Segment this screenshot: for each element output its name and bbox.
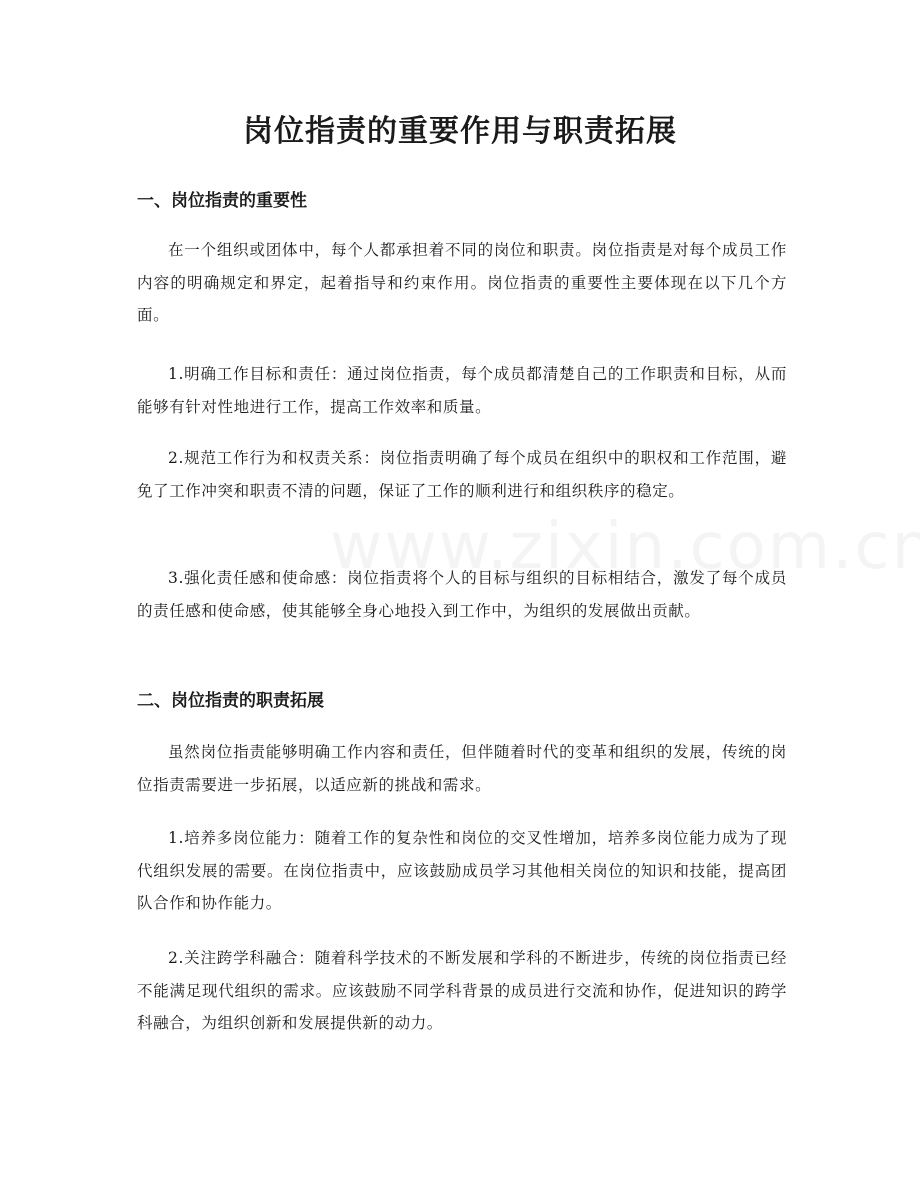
paragraph-importance-item-3: 3.强化责任感和使命感：岗位指责将个人的目标与组织的目标相结合，激发了每个成员的责任感和使命感，使其能够全身心地投入到工作中，为组织的发展做出贡献。: [137, 569, 787, 620]
paragraph-importance-item-1: 1.明确工作目标和责任：通过岗位指责，每个成员都清楚自己的工作职责和目标，从而能够有针对性地进行工作，提高工作效率和质量。: [137, 365, 787, 416]
section-heading-importance: 一、岗位指责的重要性: [137, 191, 307, 211]
paragraph-expansion-intro: 虽然岗位指责能够明确工作内容和责任，但伴随着时代的变革和组织的发展，传统的岗位指责需要进一步拓展，以适应新的挑战和需求。: [137, 743, 787, 794]
paragraph-expansion-item-1: 1.培养多岗位能力：随着工作的复杂性和岗位的交叉性增加，培养多岗位能力成为了现代组织发展的需要。在岗位指责中，应该鼓励成员学习其他相关岗位的知识和技能，提高团队合作和协作能力。: [137, 829, 787, 912]
paragraph-importance-item-2: 2.规范工作行为和权责关系：岗位指责明确了每个成员在组织中的职权和工作范围，避免了工作冲突和职责不清的问题，保证了工作的顺利进行和组织秩序的稳定。: [137, 449, 787, 500]
section-heading-expansion: 二、岗位指责的职责拓展: [137, 691, 324, 711]
paragraph-importance-intro: 在一个组织或团体中，每个人都承担着不同的岗位和职责。岗位指责是对每个成员工作内容的明确规定和界定，起着指导和约束作用。岗位指责的重要性主要体现在以下几个方面。: [137, 241, 787, 324]
page-title: 岗位指责的重要作用与职责拓展: [243, 114, 677, 149]
paragraph-expansion-item-2: 2.关注跨学科融合：随着科学技术的不断发展和学科的不断进步，传统的岗位指责已经不能满足现代组织的需求。应该鼓励不同学科背景的成员进行交流和协作，促进知识的跨学科融合，为组织创新和发展提供新的动力。: [137, 949, 787, 1032]
